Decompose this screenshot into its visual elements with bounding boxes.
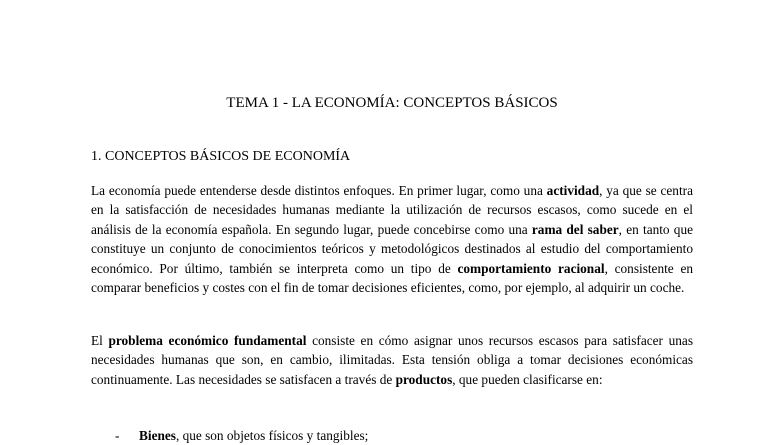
bold-term-bienes: Bienes bbox=[139, 428, 176, 443]
paragraph-text: , consistente en comparar beneficios y costes con el fin de tomar decisiones eficientes, como, por ejemplo, al adquirir un coche. bbox=[91, 260, 693, 296]
bold-term-comportamiento-racional: comportamiento racional bbox=[457, 260, 605, 276]
bold-term-problema-economico: problema económico fundamental bbox=[108, 333, 307, 348]
paragraph-text: El bbox=[91, 333, 109, 348]
bold-term-rama-del-saber: rama del saber bbox=[531, 221, 619, 237]
list-item-text: , que son objetos físicos y tangibles; bbox=[175, 428, 369, 443]
document-title: TEMA 1 - LA ECONOMÍA: CONCEPTOS BÁSICOS bbox=[226, 95, 558, 111]
paragraph-text: , en tanto que constituye un conjunto de conocimientos teóricos y metodológicos destinados al estudio del comportamiento económico. Por último, también se interpreta como un tipo de bbox=[91, 221, 694, 276]
bold-term-productos: productos bbox=[395, 371, 453, 387]
paragraph-text: consiste en cómo asignar unos recursos escasos para satisfacer unas necesidades humanas que son, en cambio, ilimitadas. Esta tensión obliga a tomar decisiones económicas continuamente. Las necesidades se satisfacen a través de bbox=[91, 333, 693, 387]
paragraph-economic-problem bbox=[91, 331, 693, 389]
paragraph-text: La economía puede entenderse desde distintos enfoques. En primer lugar, como una bbox=[91, 183, 547, 198]
products-list bbox=[91, 426, 693, 445]
section-heading: 1. CONCEPTOS BÁSICOS DE ECONOMÍA bbox=[91, 149, 351, 164]
paragraph-text: , que pueden clasificarse en: bbox=[452, 371, 603, 387]
bullet-marker: - bbox=[115, 428, 120, 443]
bold-term-actividad: actividad bbox=[546, 183, 600, 198]
paragraph-economy-definitions bbox=[91, 181, 693, 297]
paragraph-text: , ya que se centra en la satisfacción de necesidades humanas mediante la utilización de recursos escasos, como sucede en el análisis de la economía española. En segundo lugar, puede concebirse como una bbox=[91, 183, 693, 237]
list-item-bienes bbox=[91, 426, 693, 445]
